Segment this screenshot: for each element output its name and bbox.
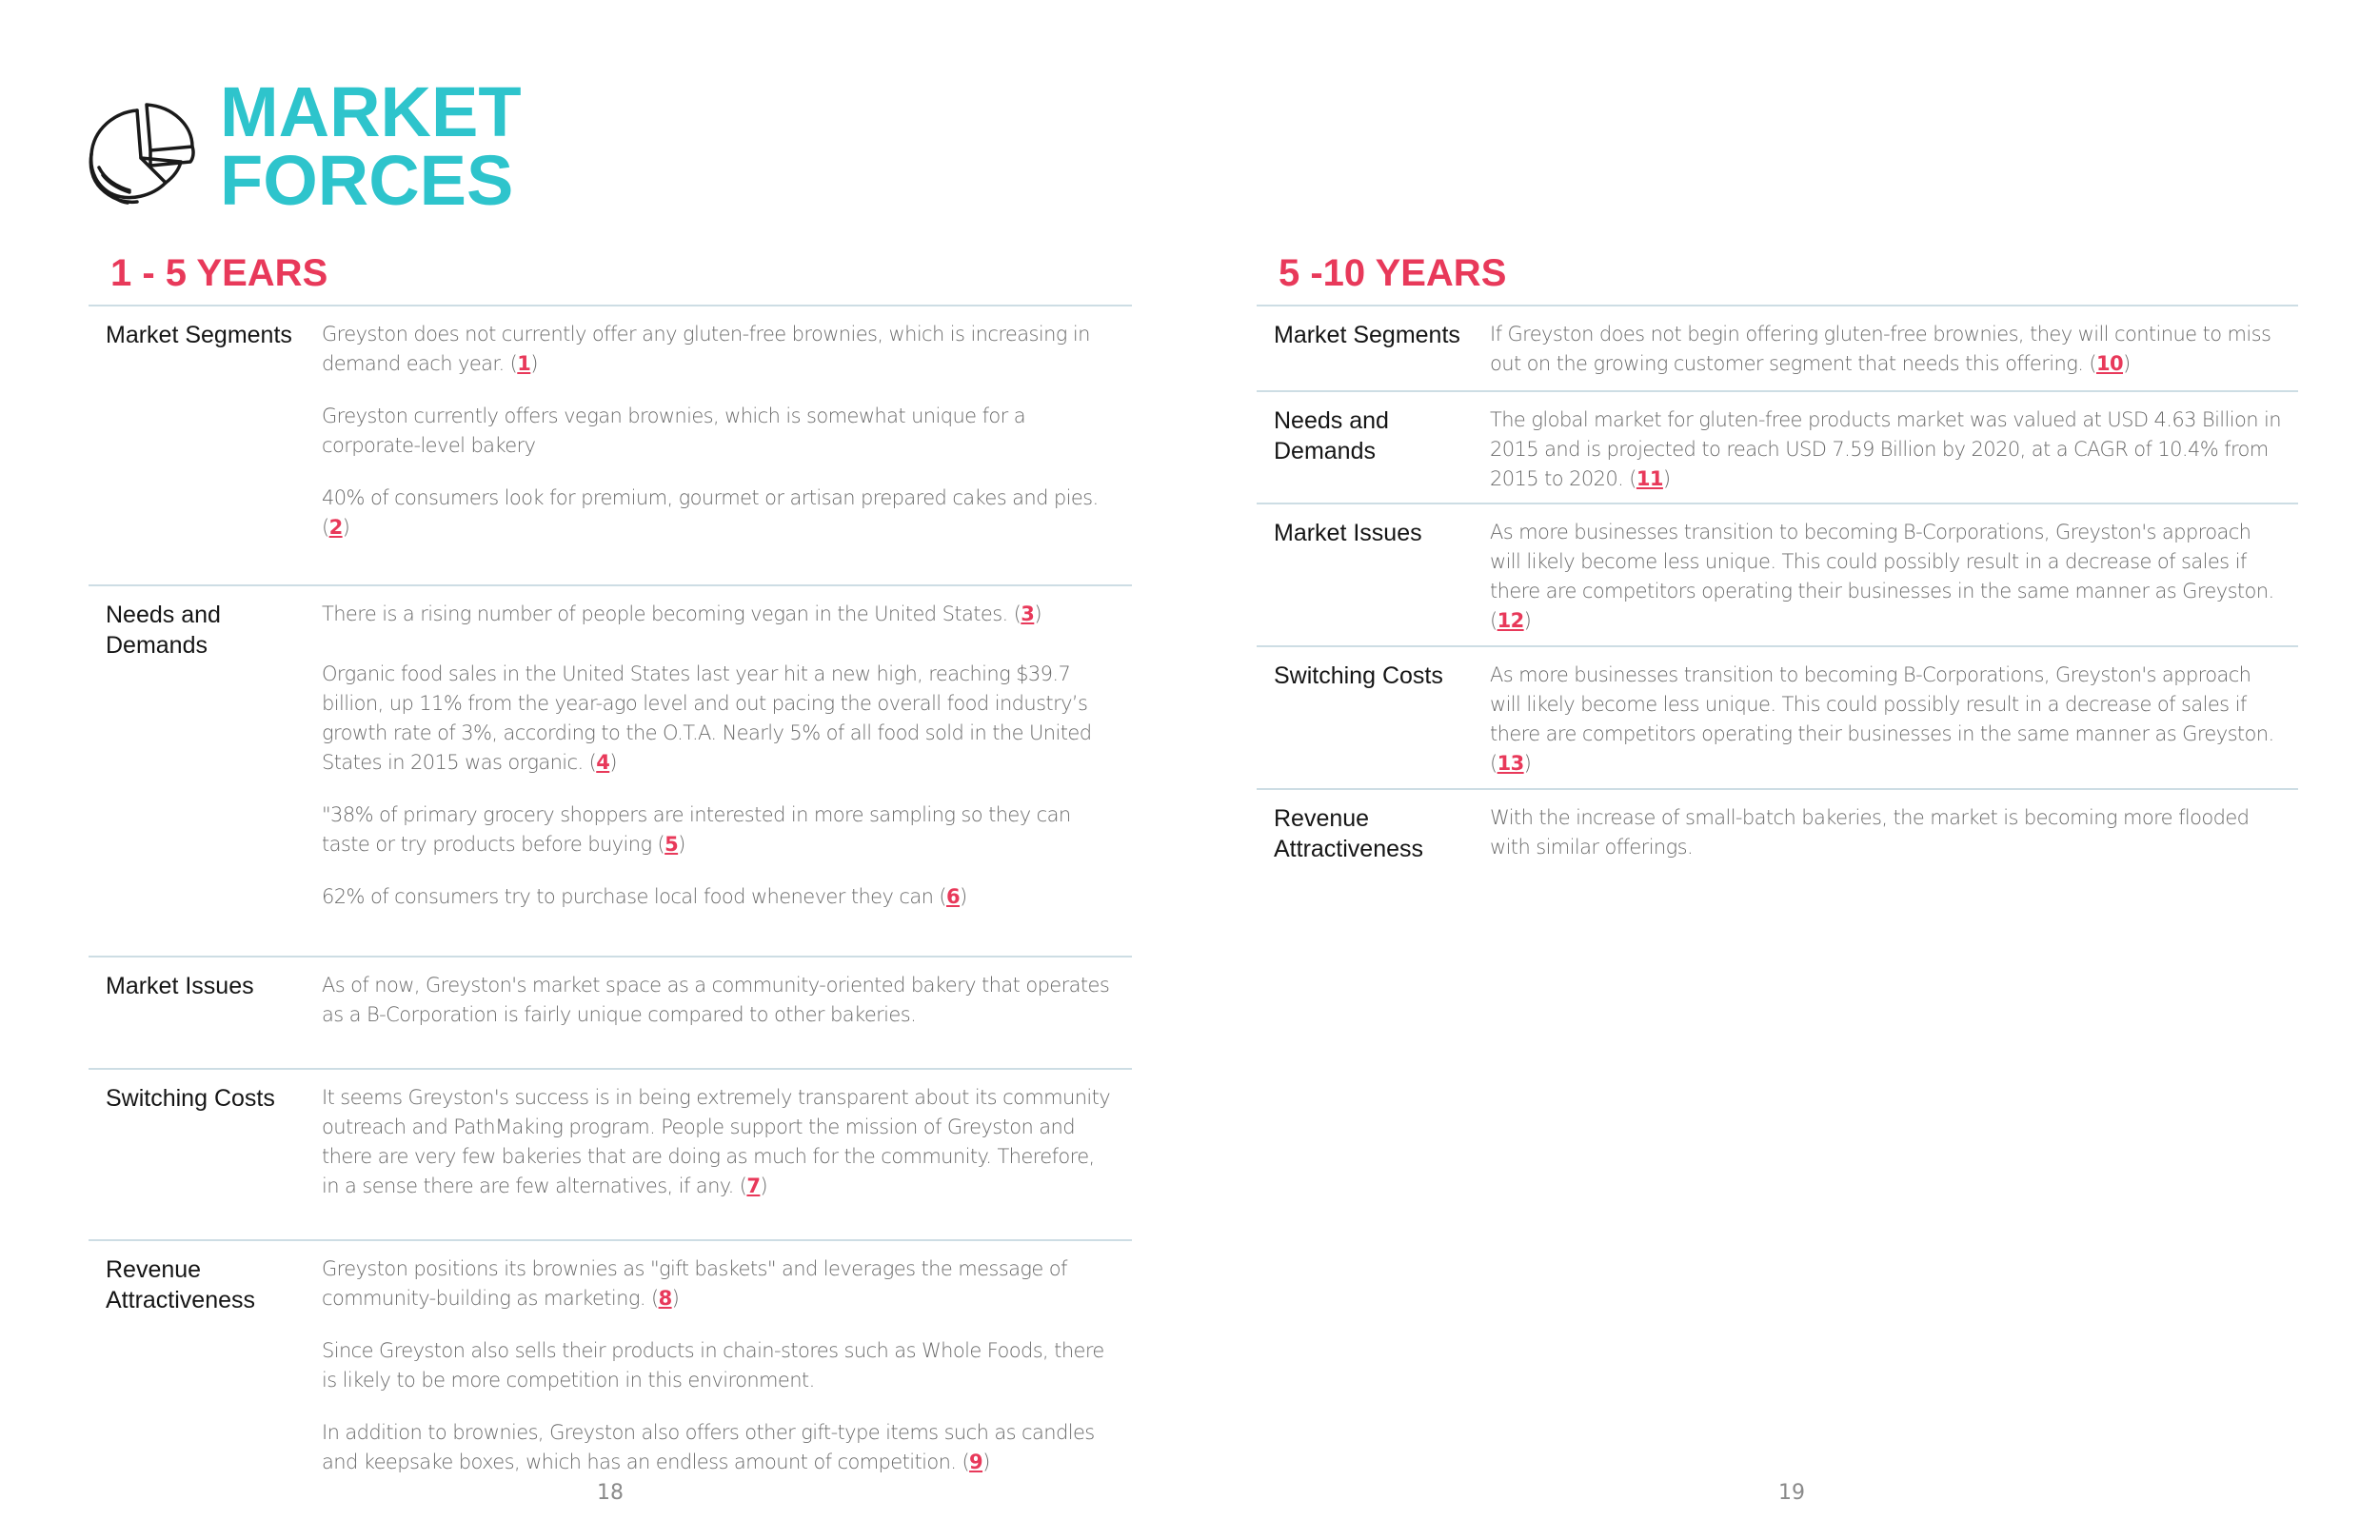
reference-link[interactable]: 9 — [969, 1451, 983, 1473]
paragraph-text: If Greyston does not begin offering gluten-free brownies, they will continue to miss out on the growing customer segment that needs this offering. — [1490, 323, 2271, 375]
paragraph-text: Organic food sales in the United States last year hit a new high, reaching $39.7 billion, up 11% from the year-ago level and out pacing the overall food industry’s growth rate of 3%, according to the O.T.A. Nearly 5% of all food sold in the United States in 2015 was organic. — [322, 662, 1092, 774]
table-row — [89, 1068, 1132, 1239]
paragraph: It seems Greyston's success is in being extremely transparent about its community outreach and PathMaking program. People support the mission of Greyston and there are very few bakeries that are doing as much for the community. Therefore, in a sense there are few alternatives, if any. (7) — [322, 1086, 1111, 1197]
row-label: Market Segments — [1274, 322, 1460, 348]
reference-link[interactable]: 6 — [946, 885, 961, 908]
paragraph: 40% of consumers look for premium, gourmet or artisan prepared cakes and pies. (2) — [322, 486, 1099, 539]
row-content — [1490, 405, 2298, 503]
section-5-10-years — [1257, 249, 2298, 883]
page-number-left: 18 — [597, 1481, 624, 1505]
page-number-right: 19 — [1778, 1481, 1805, 1505]
paragraph: As more businesses transition to becoming B-Corporations, Greyston's approach will likely become less unique. This could possibly result in a decrease of sales if there are competitors operating their businesses in the same manner as Greyston. (12) — [1490, 521, 2274, 632]
paragraph-text: With the increase of small-batch bakeries, the market is becoming more flooded with similar offerings. — [1490, 806, 2250, 859]
section-heading: 5 -10 YEARS — [1279, 252, 1507, 294]
paragraph-text: In addition to brownies, Greyston also offers other gift-type items such as candles and keepsake boxes, which has an endless amount of competition. — [322, 1421, 1095, 1473]
table-row — [1257, 645, 2298, 788]
row-label: Market Issues — [1274, 520, 1422, 546]
table-row — [89, 584, 1132, 956]
reference-link[interactable]: 12 — [1497, 609, 1524, 632]
paragraph-text: 62% of consumers try to purchase local food whenever they can — [322, 885, 934, 908]
row-content — [322, 320, 1132, 584]
row-content — [1490, 320, 2298, 390]
table-row — [1257, 788, 2298, 883]
paragraph: "38% of primary grocery shoppers are interested in more sampling so they can taste or try products before buying (5) — [322, 803, 1071, 856]
reference-link[interactable]: 11 — [1636, 467, 1663, 490]
paragraph: If Greyston does not begin offering gluten-free brownies, they will continue to miss out on the growing customer segment that needs this offering. (10) — [1490, 323, 2271, 375]
reference-link[interactable]: 7 — [746, 1175, 761, 1197]
row-content — [1490, 803, 2298, 883]
reference-link[interactable]: 1 — [517, 352, 531, 375]
page-title-line1: MARKET — [220, 72, 522, 151]
paragraph: Greyston positions its brownies as "gift baskets" and leverages the message of community-building as marketing. (8) — [322, 1257, 1067, 1310]
paragraph — [322, 402, 1117, 461]
paragraph-text: As more businesses transition to becoming B-Corporations, Greyston's approach will likely become less unique. This could possibly result in a decrease of sales if there are competitors operating their businesses in the same manner as Greyston. — [1490, 521, 2274, 602]
reference-link[interactable]: 10 — [2095, 352, 2124, 375]
paragraph: The global market for gluten-free products market was valued at USD 4.63 Billion in 2015 and is projected to reach USD 7.59 Billion by 2020, at a CAGR of 10.4% from 2015 to 2020. (11) — [1490, 408, 2281, 490]
paragraph-text: 40% of consumers look for premium, gourmet or artisan prepared cakes and pies. — [322, 486, 1099, 509]
table-row — [1257, 305, 2298, 390]
paragraph: Greyston does not currently offer any gluten-free brownies, which is increasing in demand each year. (1) — [322, 323, 1090, 375]
row-content — [322, 1083, 1132, 1239]
paragraph: There is a rising number of people becoming vegan in the United States. (3) — [322, 602, 1041, 625]
row-label: Market Segments — [106, 322, 292, 348]
paragraph-text: As of now, Greyston's market space as a community-oriented bakery that operates as a B-Corporation is fairly unique compared to other bakeries. — [322, 974, 1110, 1026]
reference-link[interactable]: 5 — [664, 833, 679, 856]
paragraph — [322, 971, 1117, 1030]
section-1-5-years — [89, 249, 1132, 1496]
reference-link[interactable]: 8 — [658, 1287, 672, 1310]
rows — [89, 305, 1132, 1496]
page-title — [220, 72, 522, 220]
row-content — [322, 1254, 1132, 1496]
reference-link[interactable]: 4 — [596, 751, 610, 774]
paragraph-text: "38% of primary grocery shoppers are interested in more sampling so they can taste or try products before buying — [322, 803, 1071, 856]
paragraph-text: There is a rising number of people becoming vegan in the United States. — [322, 602, 1008, 625]
table-row — [89, 1239, 1132, 1496]
table-row — [1257, 390, 2298, 503]
section-heading: 1 - 5 YEARS — [110, 252, 328, 294]
pie-chart-icon — [86, 91, 202, 207]
paragraph-text: Greyston does not currently offer any gluten-free brownies, which is increasing in demand each year. — [322, 323, 1090, 375]
row-label: Switching Costs — [1274, 662, 1443, 689]
row-content — [322, 600, 1132, 956]
row-content — [1490, 661, 2298, 788]
row-content — [322, 971, 1132, 1068]
reference-link[interactable]: 3 — [1021, 602, 1035, 625]
row-label: Needs and Demands — [1274, 407, 1389, 464]
table-row — [89, 305, 1132, 584]
row-label: Revenue Attractiveness — [1274, 805, 1424, 862]
paragraph-text: Since Greyston also sells their products in chain-stores such as Whole Foods, there is likely to be more competition in this environment. — [322, 1339, 1104, 1392]
paragraph: 62% of consumers try to purchase local food whenever they can (6) — [322, 885, 967, 908]
paragraph-text: Greyston currently offers vegan brownies, which is somewhat unique for a corporate-level bakery — [322, 405, 1025, 457]
paragraph — [322, 1336, 1117, 1395]
row-content — [1490, 518, 2298, 645]
paragraph-text: As more businesses transition to becoming B-Corporations, Greyston's approach will likely become less unique. This could possibly result in a decrease of sales if there are competitors operating their businesses in the same manner as Greyston. — [1490, 663, 2274, 745]
reference-link[interactable]: 2 — [328, 516, 343, 539]
reference-link[interactable]: 13 — [1497, 752, 1524, 775]
paragraph: In addition to brownies, Greyston also offers other gift-type items such as candles and keepsake boxes, which has an endless amount of competition. (9) — [322, 1421, 1095, 1473]
paragraph-text: Greyston positions its brownies as "gift baskets" and leverages the message of community-building as marketing. — [322, 1257, 1067, 1310]
paragraph — [1490, 803, 2283, 862]
paragraph: As more businesses transition to becoming B-Corporations, Greyston's approach will likely become less unique. This could possibly result in a decrease of sales if there are competitors operating their businesses in the same manner as Greyston. (13) — [1490, 663, 2274, 775]
paragraph: Organic food sales in the United States last year hit a new high, reaching $39.7 billion, up 11% from the year-ago level and out pacing the overall food industry’s growth rate of 3%, according to the O.T.A. Nearly 5% of all food sold in the United States in 2015 was organic. (4) — [322, 662, 1092, 774]
rows — [1257, 305, 2298, 883]
row-label: Market Issues — [106, 973, 254, 999]
row-label: Revenue Attractiveness — [106, 1256, 256, 1313]
page-title-line2: FORCES — [220, 141, 514, 220]
row-label: Switching Costs — [106, 1085, 275, 1112]
paragraph-text: The global market for gluten-free products market was valued at USD 4.63 Billion in 2015 and is projected to reach USD 7.59 Billion by 2020, at a CAGR of 10.4% from 2015 to 2020. — [1490, 408, 2281, 490]
paragraph-text: It seems Greyston's success is in being extremely transparent about its community outreach and PathMaking program. People support the mission of Greyston and there are very few bakeries that are doing as much for the community. Therefore, in a sense there are few alternatives, if any. — [322, 1086, 1111, 1197]
table-row — [1257, 503, 2298, 645]
table-row — [89, 956, 1132, 1068]
row-label: Needs and Demands — [106, 602, 221, 659]
